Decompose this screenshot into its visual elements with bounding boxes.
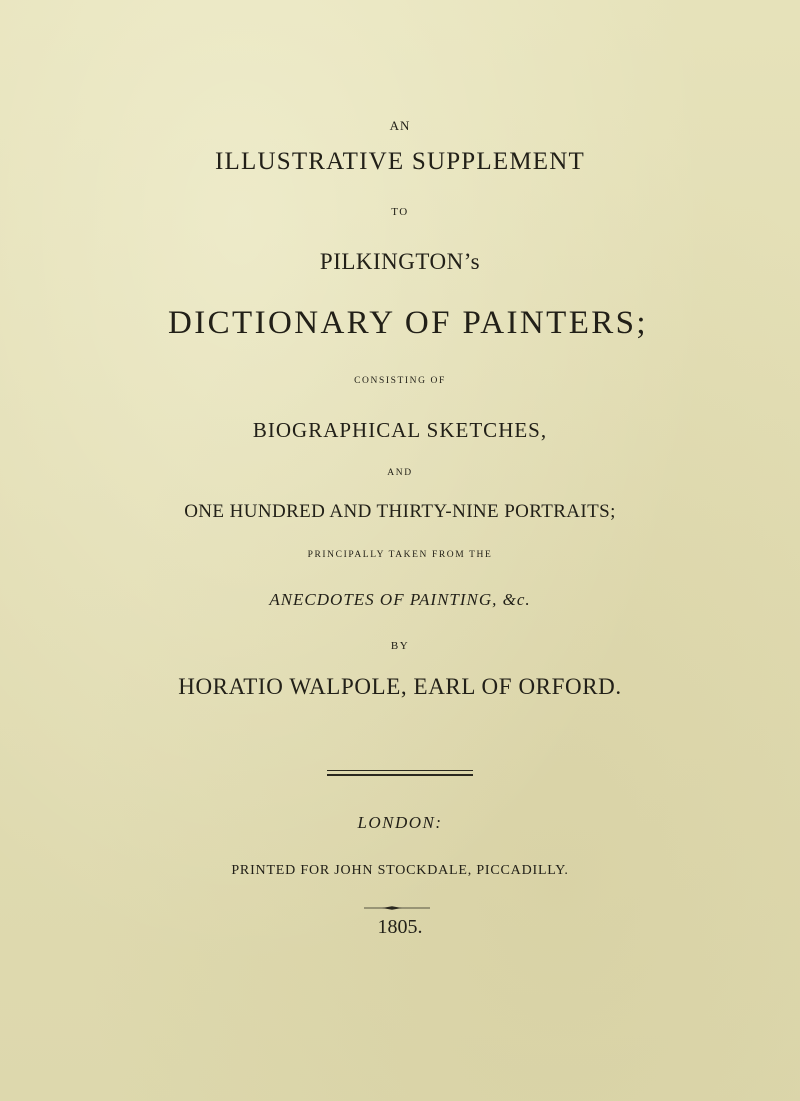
imprint-printer: PRINTED FOR JOHN STOCKDALE, PICCADILLY. — [231, 863, 569, 878]
consisting-of-line: CONSISTING OF — [354, 376, 446, 386]
portraits-line: ONE HUNDRED AND THIRTY-NINE PORTRAITS; — [184, 501, 616, 522]
pilkington-line: PILKINGTON’s — [319, 249, 481, 274]
biographical-sketches-line: BIOGRAPHICAL SKETCHES, — [252, 418, 548, 442]
ornamental-rule-icon — [364, 905, 430, 911]
double-rule-bottom — [327, 774, 473, 776]
author-line: HORATIO WALPOLE, EARL OF ORFORD. — [178, 674, 622, 699]
to-line: TO — [391, 206, 409, 218]
principally-taken-line: PRINCIPALLY TAKEN FROM THE — [307, 550, 493, 560]
imprint-year: 1805. — [377, 916, 423, 938]
article-line: AN — [389, 118, 411, 133]
and-line: AND — [387, 468, 413, 478]
by-line: BY — [390, 640, 410, 652]
supplement-title: ILLUSTRATIVE SUPPLEMENT — [215, 148, 585, 175]
double-rule-top — [327, 770, 473, 771]
main-title: DICTIONARY OF PAINTERS; — [168, 305, 648, 341]
imprint-place: LONDON: — [357, 813, 443, 832]
anecdotes-line: ANECDOTES OF PAINTING, &c. — [269, 590, 531, 609]
